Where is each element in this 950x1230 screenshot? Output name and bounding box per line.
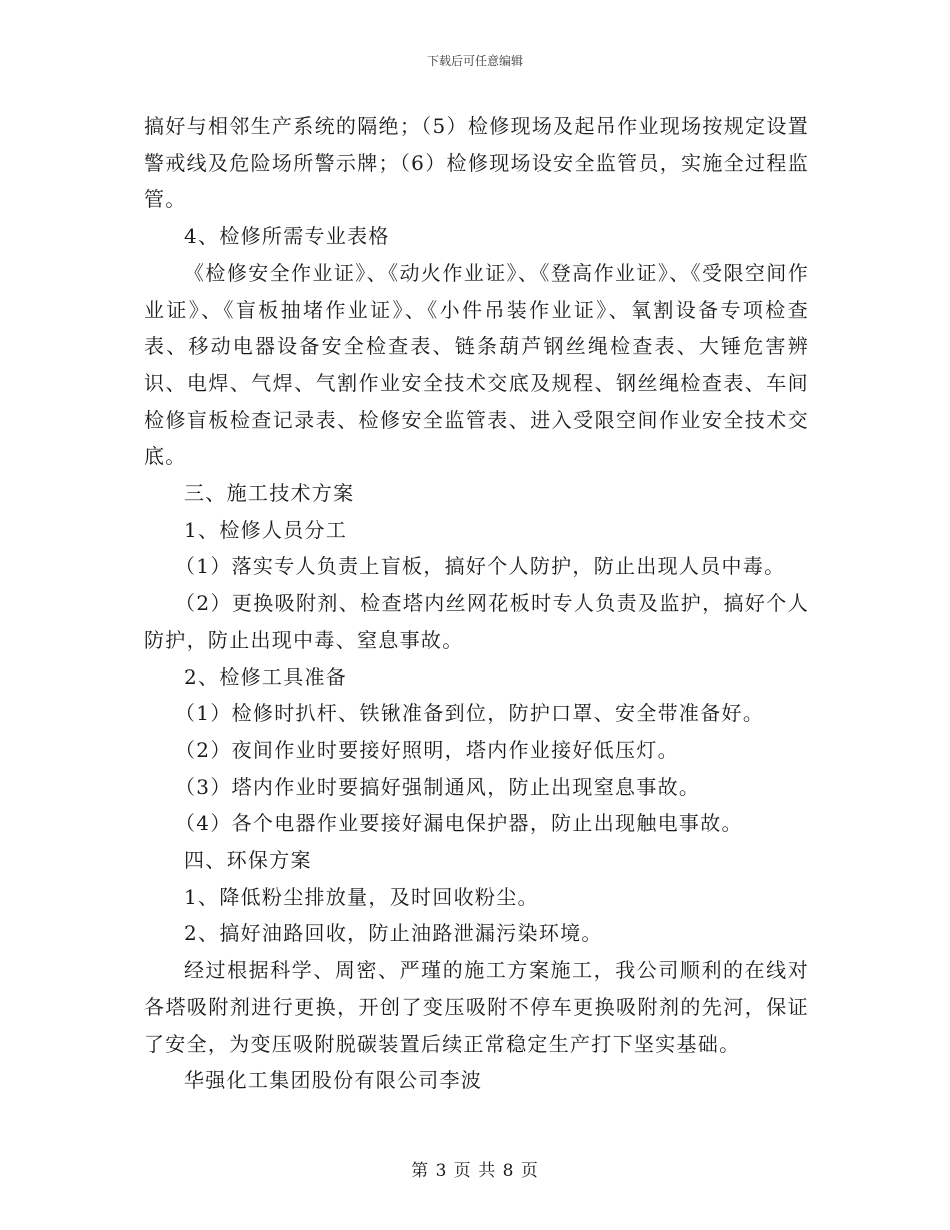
page-header-note: 下载后可任意编辑	[426, 54, 523, 68]
heading-tools-preparation: 2、检修工具准备	[184, 664, 348, 689]
paragraph-tools-item-1: （1）检修时扒杆、铁锹准备到位，防护口罩、安全带准备好。	[175, 701, 765, 726]
document-body	[144, 108, 809, 1099]
heading-environmental-plan: 四、环保方案	[184, 848, 312, 873]
paragraph-author: 华强化工集团股份有限公司李波	[184, 1068, 483, 1093]
paragraph-env-item-1: 1、降低粉尘排放量，及时回收粉尘。	[184, 884, 539, 909]
paragraph-tools-item-3: （3）塔内作业时要搞好强制通风，防止出现窒息事故。	[175, 774, 701, 799]
paragraph-env-item-2: 2、搞好油路回收，防止油路泄漏污染环境。	[184, 921, 603, 946]
heading-required-forms: 4、检修所需专业表格	[184, 224, 390, 249]
page-number: 第 3 页 共 8 页	[411, 1161, 539, 1181]
heading-staff-division: 1、检修人员分工	[184, 517, 348, 542]
paragraph-tools-item-4: （4）各个电器作业要接好漏电保护器，防止出现触电事故。	[175, 811, 743, 836]
paragraph-isolation-measures: 搞好与相邻生产系统的隔绝；（5）检修现场及起吊作业现场按规定设置警戒线及危险场所警示牌；（6）检修现场设安全监管员，实施全过程监管。	[144, 114, 809, 212]
paragraph-staff-item-1: （1）落实专人负责上盲板，搞好个人防护，防止出现人员中毒。	[175, 554, 786, 579]
paragraph-tools-item-2: （2）夜间作业时要接好照明，塔内作业接好低压灯。	[175, 737, 679, 762]
paragraph-staff-item-2: （2）更换吸附剂、检查塔内丝网花板时专人负责及监护，搞好个人防护，防止出现中毒、窒息事故。	[144, 591, 809, 652]
paragraph-forms-list: 《检修安全作业证》、《动火作业证》、《登高作业证》、《受限空间作业证》、《盲板抽堵作业证》、《小件吊装作业证》、氧割设备专项检查表、移动电器设备安全检查表、链条葫芦钢丝绳检查表、大锤危害辨识、电焊、气焊、气割作业安全技术交底及规程、钢丝绳检查表、车间检修盲板检查记录表、检修安全监管表、进入受限空间作业安全技术交底。	[144, 260, 809, 469]
paragraph-conclusion: 经过根据科学、周密、严瑾的施工方案施工，我公司顺利的在线对各塔吸附剂进行更换，开创了变压吸附不停车更换吸附剂的先河，保证了安全，为变压吸附脱碳装置后续正常稳定生产打下坚实基础。	[144, 958, 809, 1056]
heading-technical-plan: 三、施工技术方案	[184, 481, 355, 506]
